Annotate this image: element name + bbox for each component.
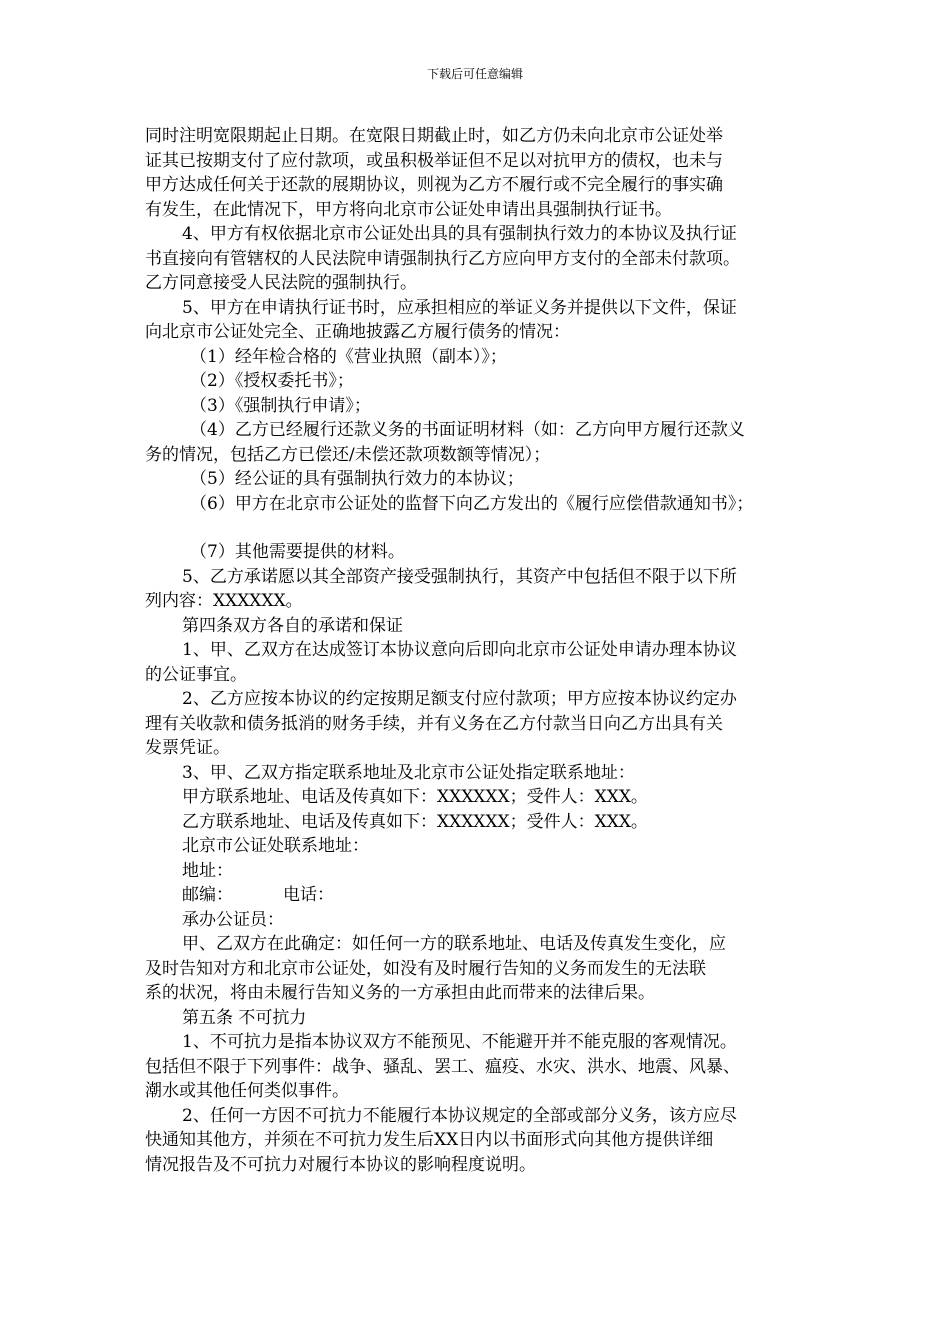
document-body bbox=[145, 124, 815, 1177]
body-line: 快通知其他方，并须在不可抗力发生后XX日内以书面形式向其他方提供详细 bbox=[145, 1130, 714, 1150]
body-line: 5、乙方承诺愿以其全部资产接受强制执行，其资产中包括但不限于以下所 bbox=[182, 566, 737, 587]
list-item: （2）《授权委托书》； bbox=[190, 371, 354, 391]
list-item: （5）经公证的具有强制执行效力的本协议； bbox=[190, 469, 524, 489]
body-line: 列内容：XXXXXX。 bbox=[145, 591, 303, 611]
body-line: 向北京市公证处完全、正确地披露乙方履行债务的情况： bbox=[145, 322, 570, 342]
body-line: 发票凭证。 bbox=[145, 738, 230, 758]
section-heading: 第四条双方各自的承诺和保证 bbox=[182, 615, 403, 636]
body-line: 3、甲、乙双方指定联系地址及北京市公证处指定联系地址： bbox=[182, 762, 635, 783]
body-line: 同时注明宽限期起止日期。在宽限日期截止时，如乙方仍未向北京市公证处举 bbox=[145, 126, 723, 146]
body-line: 理有关收款和债务抵消的财务手续，并有义务在乙方付款当日向乙方出具有关 bbox=[145, 713, 723, 734]
body-line: 包括但不限于下列事件：战争、骚乱、罢工、瘟疫、水灾、洪水、地震、风暴、 bbox=[145, 1056, 740, 1077]
body-line: 乙方同意接受人民法院的强制执行。 bbox=[145, 273, 417, 293]
body-line: 甲方达成任何关于还款的展期协议，则视为乙方不履行或不完全履行的事实确 bbox=[145, 175, 723, 195]
body-line: 1、不可抗力是指本协议双方不能预见、不能避开并不能克服的客观情况。 bbox=[182, 1032, 737, 1052]
body-line: 地址： bbox=[182, 860, 233, 881]
body-line: 甲方联系地址、电话及传真如下：XXXXXX；受件人：XXX。 bbox=[182, 787, 648, 807]
list-item: （7）其他需要提供的材料。 bbox=[190, 542, 405, 562]
body-line: 情况报告及不可抗力对履行本协议的影响程度说明。 bbox=[145, 1154, 536, 1175]
list-item: （6）甲方在北京市公证处的监督下向乙方发出的《履行应偿借款通知书》； bbox=[190, 493, 754, 514]
body-line: 甲、乙双方在此确定：如任何一方的联系地址、电话及传真发生变化，应 bbox=[182, 934, 726, 954]
body-line: 2、任何一方因不可抗力不能履行本协议规定的全部或部分义务，该方应尽 bbox=[182, 1105, 737, 1126]
body-line: 乙方联系地址、电话及传真如下：XXXXXX；受件人：XXX。 bbox=[182, 811, 648, 832]
body-line: 潮水或其他任何类似事件。 bbox=[145, 1081, 349, 1101]
body-line: 北京市公证处联系地址： bbox=[182, 836, 369, 856]
section-heading: 第五条 不可抗力 bbox=[182, 1007, 307, 1028]
body-line: 及时告知对方和北京市公证处，如没有及时履行告知的义务而发生的无法联 bbox=[145, 958, 706, 979]
body-line: 证其已按期支付了应付款项，或虽积极举证但不足以对抗甲方的债权，也未与 bbox=[145, 150, 723, 171]
list-item: （1）经年检合格的《营业执照（副本）》； bbox=[190, 346, 507, 367]
page-header: 下载后可任意编辑 bbox=[426, 67, 523, 81]
body-line: 4、甲方有权依据北京市公证处出具的具有强制执行效力的本协议及执行证 bbox=[182, 224, 737, 244]
body-line: 书直接向有管辖权的人民法院申请强制执行乙方应向甲方支付的全部未付款项。 bbox=[145, 248, 740, 269]
body-line: 务的情况，包括乙方已偿还/未偿还款项数额等情况）； bbox=[145, 444, 551, 465]
body-line: 2、乙方应按本协议的约定按期足额支付应付款项；甲方应按本协议约定办 bbox=[182, 689, 737, 709]
body-line: 5、甲方在申请执行证书时，应承担相应的举证义务并提供以下文件，保证 bbox=[182, 297, 737, 318]
list-item: （4）乙方已经履行还款义务的书面证明材料（如：乙方向甲方履行还款义 bbox=[190, 420, 745, 440]
list-item: （3）《强制执行申请》； bbox=[190, 395, 371, 416]
blank-line bbox=[145, 516, 815, 540]
body-line: 的公证事宜。 bbox=[145, 664, 247, 685]
body-line: 系的状况，将由未履行告知义务的一方承担由此而带来的法律后果。 bbox=[145, 983, 655, 1003]
phone-label: 电话： bbox=[283, 885, 334, 905]
postcode-phone-line bbox=[145, 883, 815, 908]
body-line: 1、甲、乙双方在达成签订本协议意向后即向北京市公证处申请办理本协议 bbox=[182, 640, 737, 660]
postcode-label: 邮编： bbox=[182, 885, 233, 905]
body-line: 承办公证员： bbox=[182, 909, 284, 930]
body-line: 有发生，在此情况下，甲方将向北京市公证处申请出具强制执行证书。 bbox=[145, 199, 672, 220]
